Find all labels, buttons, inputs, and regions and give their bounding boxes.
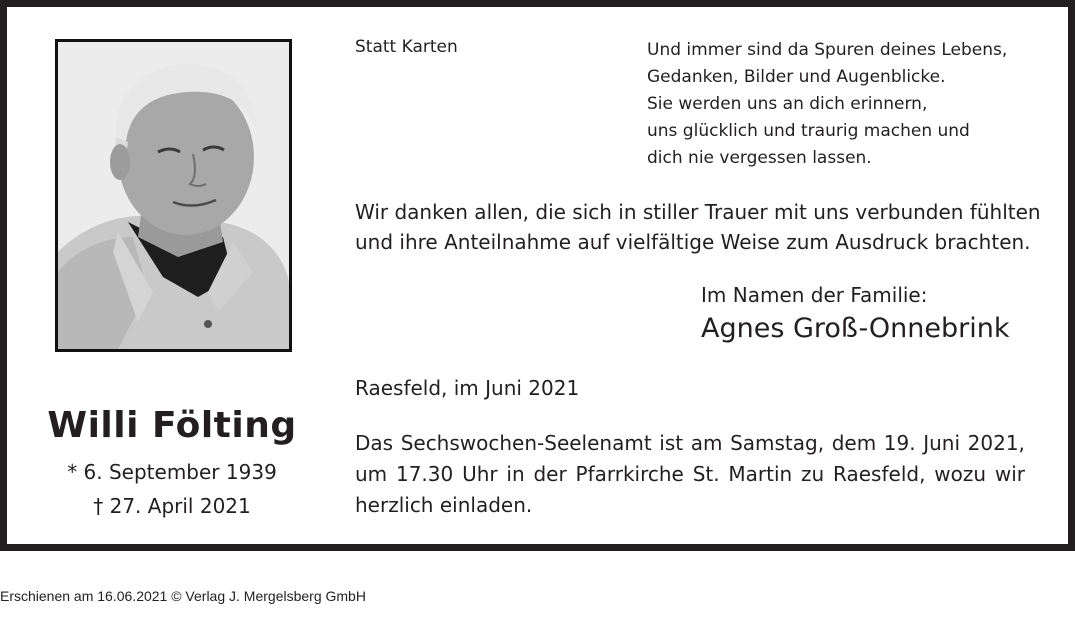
family-signature: Agnes Groß-Onnebrink xyxy=(701,313,1010,344)
poem-line: Gedanken, Bilder und Augenblicke. xyxy=(647,67,946,87)
poem-line: Und immer sind da Spuren deines Lebens, xyxy=(647,40,1008,60)
poem-line: Sie werden uns an dich erinnern, xyxy=(647,94,928,114)
mass-word: ist xyxy=(659,431,684,455)
mass-word: am xyxy=(690,431,723,455)
mass-word: Samstag, xyxy=(730,431,825,455)
mass-word: Martin xyxy=(728,462,793,486)
mass-line xyxy=(355,428,1025,459)
mass-word: Pfarrkirche xyxy=(575,462,684,486)
thanks-line: Wir danken allen, die sich in stiller Trauer mit uns verbunden fühlten xyxy=(355,200,1041,224)
mass-word: dem xyxy=(831,431,877,455)
publication-footer: Erschienen am 16.06.2021 © Verlag J. Mergelsberg GmbH xyxy=(0,588,366,604)
mass-announcement xyxy=(355,428,1025,521)
mass-word: Uhr xyxy=(462,462,498,486)
mass-word: Das xyxy=(355,431,394,455)
mass-word: wir xyxy=(994,462,1025,486)
mass-word: um xyxy=(355,462,388,486)
mass-word: der xyxy=(533,462,567,486)
mass-word: wozu xyxy=(934,462,987,486)
deceased-name: Willi Fölting xyxy=(47,405,297,446)
death-date: † 27. April 2021 xyxy=(93,494,251,518)
mass-word: 19. xyxy=(883,431,916,455)
intro-text: Statt Karten xyxy=(355,37,458,57)
mass-word: Raesfeld, xyxy=(833,462,926,486)
thanks-line: und ihre Anteilnahme auf vielfältige Weise zum Ausdruck brachten. xyxy=(355,230,1031,254)
mass-line: herzlich einladen. xyxy=(355,493,533,517)
mass-word: St. xyxy=(692,462,720,486)
mass-word: 2021, xyxy=(967,431,1025,455)
mass-word: 17.30 xyxy=(395,462,454,486)
place-date: Raesfeld, im Juni 2021 xyxy=(355,376,580,400)
family-intro: Im Namen der Familie: xyxy=(701,283,928,307)
portrait-photo xyxy=(55,39,292,352)
poem xyxy=(647,37,1047,172)
mass-word: zu xyxy=(801,462,825,486)
mass-word: Juni xyxy=(923,431,961,455)
thanks-paragraph xyxy=(355,197,1041,257)
poem-line: dich nie vergessen lassen. xyxy=(647,148,872,168)
mass-word: Sechswochen-Seelenamt xyxy=(400,431,652,455)
poem-line: uns glücklich und traurig machen und xyxy=(647,121,970,141)
portrait-image xyxy=(58,42,289,349)
mass-line xyxy=(355,459,1025,490)
mass-word: in xyxy=(506,462,525,486)
birth-date: * 6. September 1939 xyxy=(67,460,277,484)
